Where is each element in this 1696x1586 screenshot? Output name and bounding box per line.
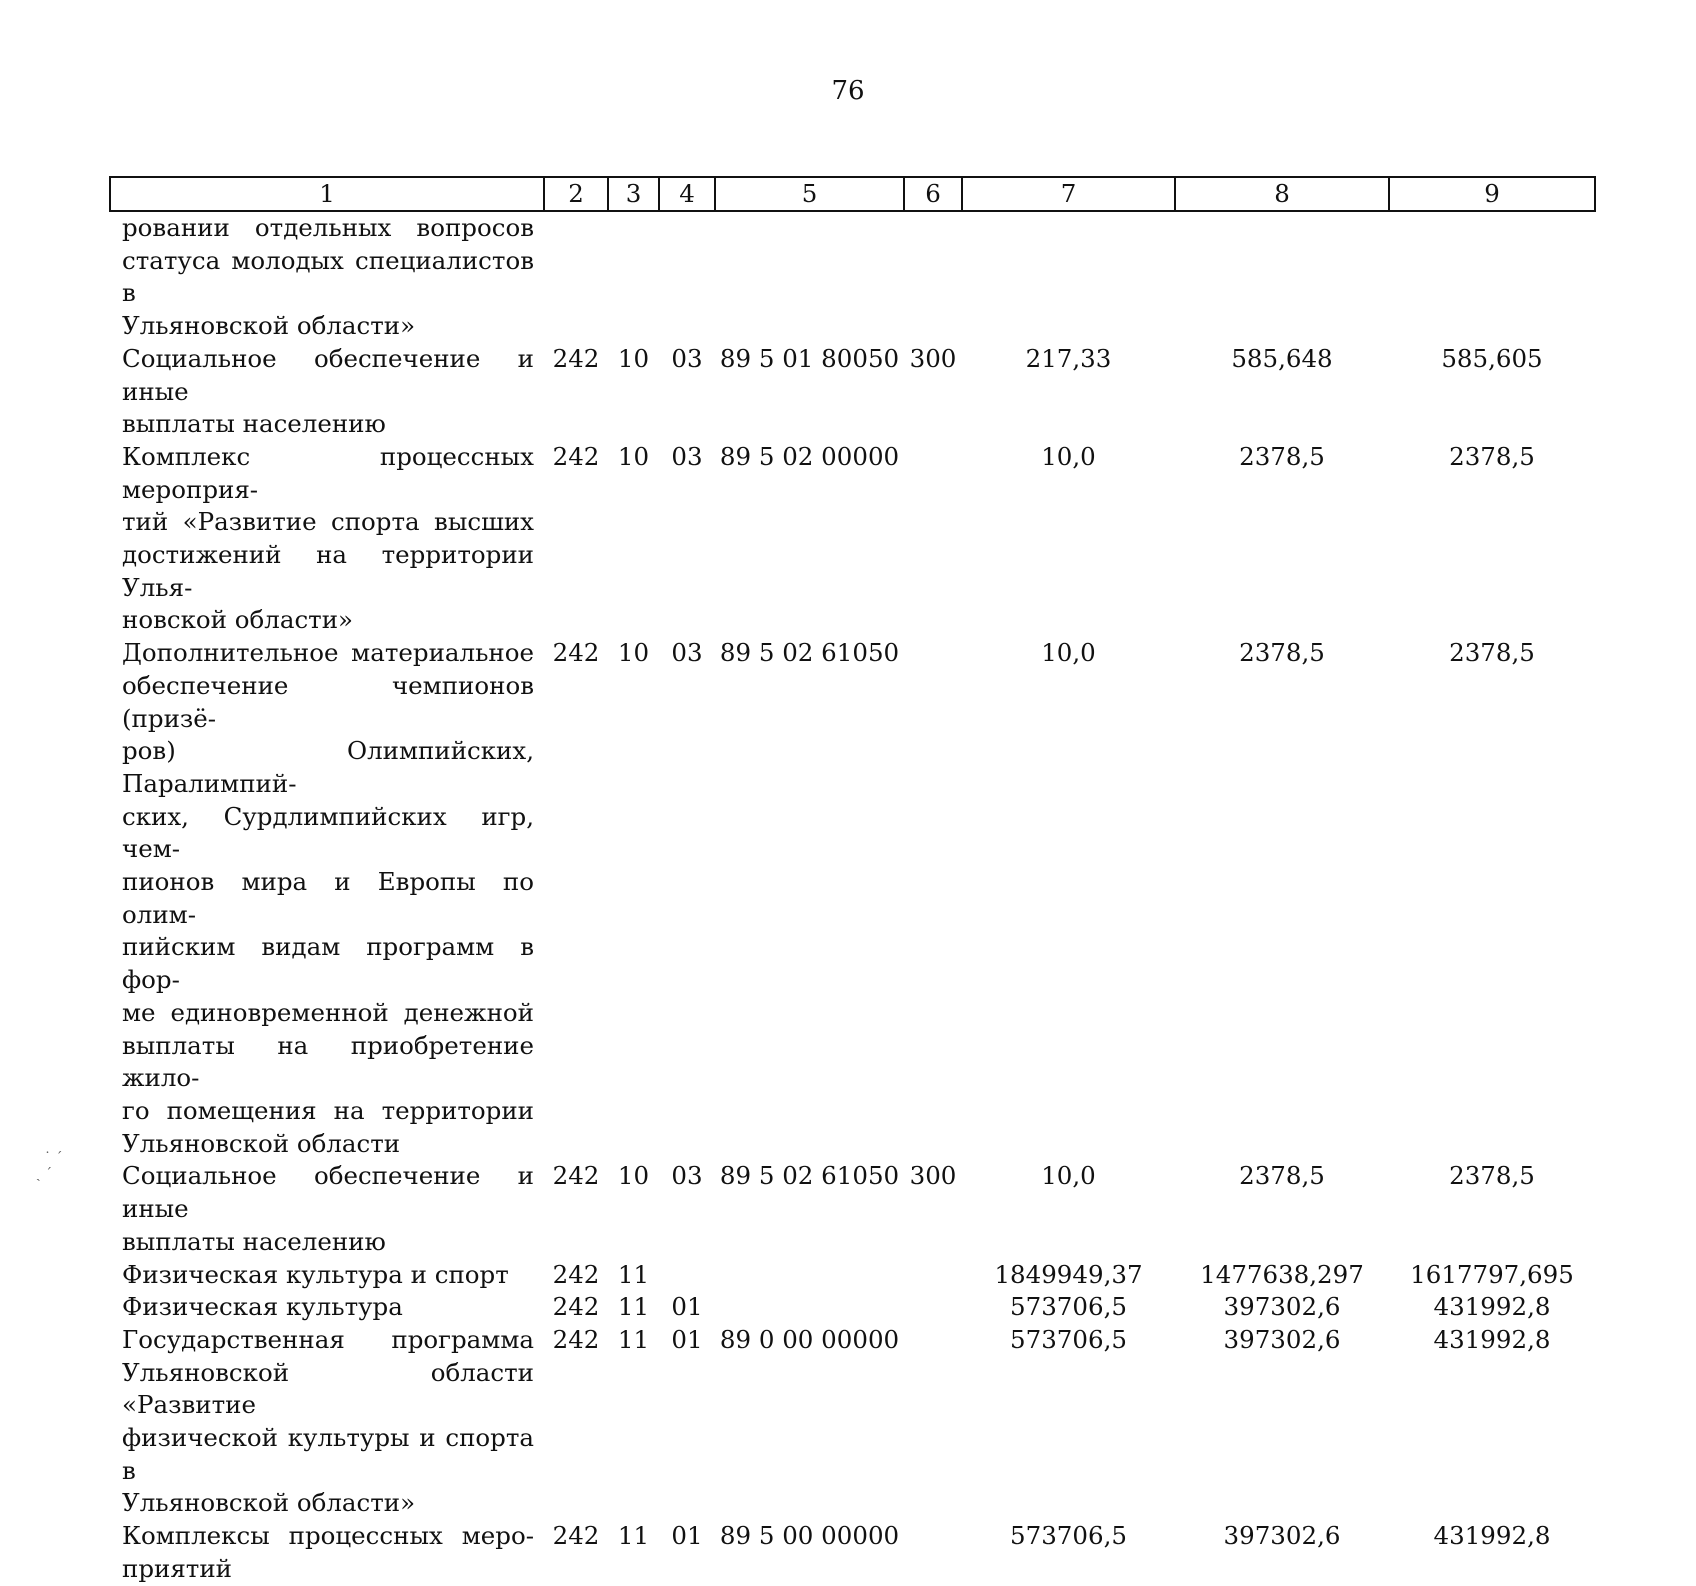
admin-code: 242: [552, 1521, 600, 1551]
admin-code: 242: [552, 638, 600, 668]
amount-col-7: 10,0: [1041, 441, 1096, 471]
row-name-line: тий «Развитие спорта высших: [122, 507, 534, 537]
section: 11: [617, 1324, 650, 1354]
amount-col-8: 2378,5: [1239, 638, 1325, 668]
amount-col-9: 431992,8: [1433, 1324, 1551, 1354]
subsection: [659, 1259, 715, 1292]
amount-col-9: 1617797,695: [1410, 1259, 1574, 1289]
target-article: [715, 211, 904, 343]
row-name-line: Физическая культура: [122, 1292, 403, 1322]
table-row: [110, 1259, 1595, 1292]
row-name-line: Ульяновской области «Развитие: [122, 1357, 534, 1420]
target-article: 89 5 01 80050: [719, 343, 900, 373]
row-name-line: достижений на территории Улья-: [122, 540, 534, 602]
target-article: 89 0 00 00000: [719, 1324, 900, 1354]
row-name-line: Ульяновской области»: [122, 311, 416, 341]
admin-code: 242: [552, 1161, 600, 1191]
amount-col-7: 10,0: [1041, 638, 1096, 668]
target-article: 89 5 00 00000: [719, 1521, 900, 1551]
table-row: [110, 1520, 1595, 1585]
scan-speck: ˙ ˊ: [44, 1150, 63, 1166]
admin-code: 242: [552, 441, 600, 471]
target-article: [715, 1259, 904, 1292]
amount-col-8: 2378,5: [1239, 441, 1325, 471]
row-name-line: пионов мира и Европы по олим-: [122, 867, 534, 929]
amount-col-7: 573706,5: [1010, 1324, 1127, 1354]
row-name-line: Физическая культура и спорт: [122, 1259, 509, 1289]
amount-col-9: 2378,5: [1449, 441, 1535, 471]
expense-type: [904, 1291, 962, 1324]
header-row: [110, 177, 1595, 211]
table-header: [110, 177, 1595, 211]
amount-col-9: 2378,5: [1449, 1161, 1535, 1191]
row-name: [110, 1520, 544, 1585]
admin-code: 242: [552, 1324, 600, 1354]
row-name-line: Социальное обеспечение и иные: [122, 1161, 534, 1224]
expense-type: 300: [909, 1161, 957, 1191]
column-header-8: 8: [1175, 177, 1389, 211]
row-name-line: выплаты на приобретение жило-: [122, 1030, 534, 1093]
row-name: [110, 1259, 544, 1292]
expense-type: [904, 211, 962, 343]
table-row: [110, 1324, 1595, 1520]
amount-col-8: 2378,5: [1239, 1161, 1325, 1191]
admin-code: 242: [552, 343, 600, 373]
subsection: 03: [671, 1161, 703, 1191]
row-name-line: ских, Сурдлимпийских игр, чем-: [122, 801, 534, 864]
section: 11: [617, 1259, 650, 1289]
page-number: 76: [831, 76, 865, 106]
section: 10: [617, 343, 650, 373]
amount-col-9: 585,605: [1441, 343, 1543, 373]
row-name-line: приятий: [122, 1553, 233, 1583]
row-name: [110, 441, 544, 637]
subsection: 03: [671, 343, 703, 373]
row-name-line: выплаты населению: [122, 409, 386, 439]
section: [608, 211, 659, 343]
target-article: 89 5 02 61050: [719, 638, 900, 668]
expense-type: [904, 1324, 962, 1520]
row-name-line: Социальное обеспечение и иные: [122, 343, 534, 406]
row-name-line: физической культуры и спорта в: [122, 1423, 534, 1485]
column-header-6: 6: [904, 177, 962, 211]
row-name: [110, 343, 544, 441]
column-header-9: 9: [1389, 177, 1595, 211]
expense-type: [904, 1520, 962, 1585]
amount-col-9: 431992,8: [1433, 1292, 1551, 1322]
amount-col-8: 585,648: [1231, 343, 1333, 373]
row-name-line: ровании отдельных вопросов: [122, 213, 534, 242]
table-row: [110, 637, 1595, 1160]
amount-col-9: 431992,8: [1433, 1521, 1551, 1551]
row-name-line: ров) Олимпийских, Паралимпий-: [122, 736, 534, 798]
amount-col-8: 397302,6: [1223, 1292, 1341, 1322]
table-row: [110, 441, 1595, 637]
amount-col-7: 217,33: [1025, 343, 1112, 373]
row-name: [110, 1160, 544, 1258]
amount-col-9: 2378,5: [1449, 638, 1535, 668]
admin-code: 242: [552, 1292, 600, 1322]
column-header-7: 7: [962, 177, 1175, 211]
column-header-5: 5: [715, 177, 904, 211]
amount-col-7: 1849949,37: [994, 1259, 1143, 1289]
amount-col-9: [1389, 211, 1595, 343]
subsection: 03: [671, 441, 703, 471]
admin-code: [544, 211, 608, 343]
row-name: [110, 1291, 544, 1324]
row-name-line: ме единовременной денежной: [122, 997, 534, 1027]
section: 11: [617, 1521, 650, 1551]
amount-col-7: [962, 211, 1175, 343]
subsection: 01: [671, 1521, 703, 1551]
subsection: [659, 211, 715, 343]
amount-col-7: 10,0: [1041, 1161, 1096, 1191]
expense-type: [904, 637, 962, 1160]
row-name-line: Комплекс процессных мероприя-: [122, 441, 534, 504]
scan-speck: ˏ ˊ: [36, 1166, 53, 1182]
row-name-line: Ульяновской области»: [122, 1488, 416, 1518]
row-name: [110, 1324, 544, 1520]
table-row: [110, 1160, 1595, 1258]
row-name-line: обеспечение чемпионов (призё-: [122, 670, 534, 733]
section: 10: [617, 1161, 650, 1191]
column-header-4: 4: [659, 177, 715, 211]
target-article: 89 5 02 00000: [719, 441, 900, 471]
amount-col-7: 573706,5: [1010, 1521, 1127, 1551]
amount-col-8: 397302,6: [1223, 1521, 1341, 1551]
amount-col-8: 397302,6: [1223, 1324, 1341, 1354]
column-header-2: 2: [544, 177, 608, 211]
section: 10: [617, 638, 650, 668]
row-name: [110, 211, 544, 343]
column-header-3: 3: [608, 177, 659, 211]
subsection: 01: [671, 1324, 703, 1354]
row-name-line: Ульяновской области: [122, 1128, 401, 1158]
subsection: 01: [671, 1292, 703, 1322]
amount-col-8: [1175, 211, 1389, 343]
section: 11: [617, 1292, 650, 1322]
target-article: [715, 1291, 904, 1324]
expense-type: [904, 1259, 962, 1292]
amount-col-7: 573706,5: [1010, 1292, 1127, 1322]
expense-type: 300: [909, 343, 957, 373]
table-body: [110, 211, 1595, 1586]
row-name-line: пийским видам программ в фор-: [122, 932, 534, 995]
row-name-line: Комплексы процессных меро-: [122, 1521, 534, 1551]
budget-table: [109, 176, 1596, 1586]
row-name-line: статуса молодых специалистов в: [122, 245, 534, 308]
admin-code: 242: [552, 1259, 600, 1289]
target-article: 89 5 02 61050: [719, 1161, 900, 1191]
subsection: 03: [671, 638, 703, 668]
row-name-line: Дополнительное материальное: [122, 638, 534, 668]
row-name: [110, 637, 544, 1160]
row-name-line: новской области»: [122, 605, 354, 635]
row-name-line: Государственная программа: [122, 1324, 534, 1354]
column-header-1: 1: [110, 177, 544, 211]
row-name-line: выплаты населению: [122, 1226, 386, 1256]
amount-col-8: 1477638,297: [1200, 1259, 1364, 1289]
table-row: [110, 1291, 1595, 1324]
section: 10: [617, 441, 650, 471]
expense-type: [904, 441, 962, 637]
table-row: [110, 343, 1595, 441]
table-row: [110, 211, 1595, 343]
row-name-line: го помещения на территории: [122, 1095, 534, 1125]
